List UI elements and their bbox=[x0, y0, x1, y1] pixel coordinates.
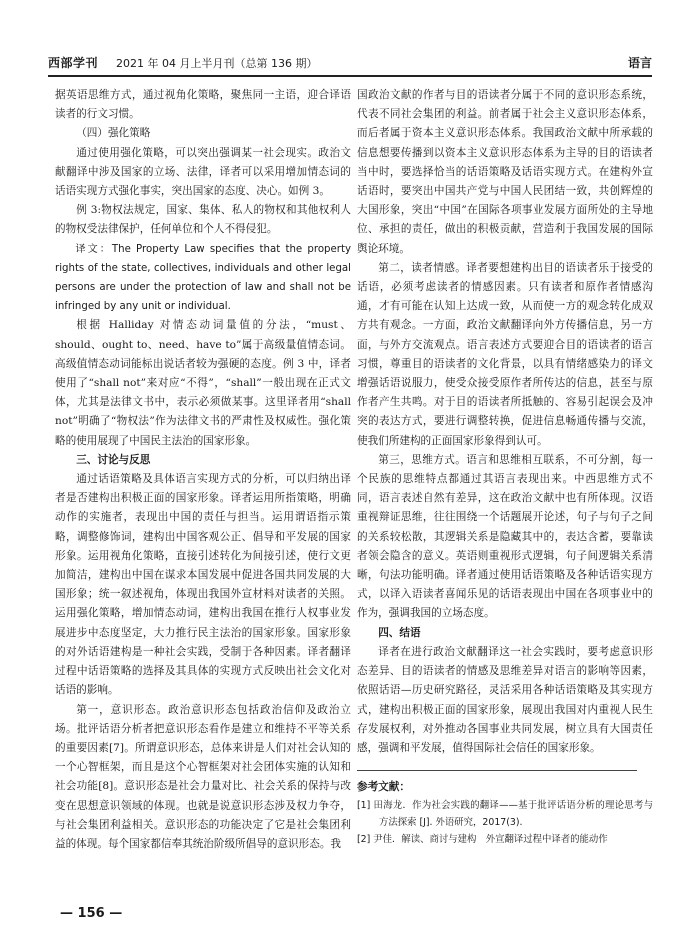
paragraph: 第一，意识形态。政治意识形态包括政治信仰及政治立场。批评话语分析者把意识形态看作是建立和维持不平等关系的重要因素[7]。所谓意识形态，总体来讲是人们对社会认知的一个心智框架，而且是这个心智框架对社会团体实施的认知和社会功能[8]。意识形态是社会力量对比、社会关系的保持与改变在思想意识领域的体现。也就是说意识形态涉及权力争夺，与社会集团利益相关。意识形态的功能决定了它是社会集团利益的体现。每个国家都信奉其统治阶级所倡导的意识形态。我 bbox=[55, 703, 351, 850]
section-heading-conclusion: 四、结语 bbox=[378, 626, 421, 639]
paragraph: 据英语思维方式，通过视角化策略，聚焦同一主语，迎合译语读者的行文习惯。 bbox=[55, 89, 351, 121]
issue-info: 2021 年 04 月上半月刊（总第 136 期） bbox=[116, 57, 318, 70]
section-heading-discussion: 三、讨论与反思 bbox=[76, 453, 151, 466]
left-column bbox=[55, 86, 351, 854]
paragraph: 通过使用强化策略，可以突出强调某一社会现实。政治文献翻译中涉及国家的立场、法律，译者可以采用增加情态词的话语实现方式强化事实，突出国家的态度、决心。如例 3。 bbox=[55, 146, 351, 198]
page-number: — 156 — bbox=[60, 906, 123, 921]
paragraph: 译者在进行政治文献翻译这一社会实践时，要考虑意识形态差异、目的语读者的情感及思维差异对语言的影响等因素，依照话语—历史研究路径，灵活采用各种话语策略及其实现方式，建构出积极正面的国家形象，展现出我国对内重视人民生存发展权利，对外推动各国事业共同发展，树立具有大国责任感，强调和平发展，值得国际社会信任的国家形象。 bbox=[357, 645, 653, 754]
example-3-translation: 译文：The Property Law specifies that the property rights of the state, collectives, individuals and other legal persons are under the protection of law and shall not be infringed by any unit or individual. bbox=[55, 243, 351, 313]
example-3: 例 3:物权法规定，国家、集体、私人的物权和其他权利人的物权受法律保护，任何单位和个人不得侵犯。 bbox=[55, 204, 351, 236]
reference-item: [1] 田海龙．作为社会实践的翻译——基于批评话语分析的理论思考与方法探索 [J]. 外语研究，2017(3). bbox=[357, 800, 653, 829]
paragraph: 第二，读者情感。译者要想建构出目的语读者乐于接受的话语，必须考虑读者的情感因素。只有读者和原作者情感沟通，才有可能在认知上达成一致，从而使一方的观念转化成双方共有观念。一方面，政治文献翻译向外方传播信息，另一方面，与外方交流观点。语言表述方式要迎合目的语读者的语言习惯，尊重目的语读者的文化背景，以具有情绪感染力的译文增强话语说服力，使受众接受原作者所传达的信息，甚至与原作者产生共鸣。对于目的语读者所抵触的、容易引起误会及冲突的表达方式，要进行调整转换，促进信息畅通传播与交流，使我们所建构的正面国家形象得到认可。 bbox=[357, 261, 653, 447]
section-label: 语言 bbox=[627, 56, 652, 70]
page-header bbox=[48, 52, 652, 74]
paragraph: 第三，思维方式。语言和思维相互联系，不可分割，每一个民族的思维特点都通过其语言表现出来。中西思维方式不同，语言表述自然有差异，这在政治文献中也有所体现。汉语重视辩证思维，往往围绕一个话题展开论述，句子与句子之间的关系较松散，其逻辑关系是隐藏其中的，表达含蓄，要靠读者领会隐含的意义。英语则重视形式逻辑，句子间逻辑关系清晰，句法功能明确。译者通过使用话语策略及各种话语实现方式，以译入语读者喜闻乐见的话语表现出中国在各项事业中的作为，强调我国的立场态度。 bbox=[357, 453, 653, 620]
right-column bbox=[357, 86, 653, 848]
subsection-heading-strengthen: （四）强化策略 bbox=[76, 127, 151, 140]
references-rule bbox=[357, 770, 637, 771]
paragraph: 通过话语策略及具体语言实现方式的分析，可以归纳出译者是否建构出积极正面的国家形象。译者运用所指策略，明确动作的实施者，表现出中国的责任与担当。运用谓语指示策略，调整修饰词，建构出中国客观公正、倡导和平发展的国家形象。运用视角化策略，直接引述转化为间接引述，使行文更加简洁，建构出中国在谋求本国发展中促进各国共同发展的大国形象；统一叙述视角，体现出我国外宣材料对读者的关照。运用强化策略，增加情态动词，建构出我国在推行人权事业发展进步中态度坚定，大力推行民主法治的国家形象。国家形象的对外话语建构是一种社会实践，受制于各种因素。译者翻译过程中话语策略的选择及其具体的实现方式反映出社会文化对话语的影响。 bbox=[55, 473, 351, 697]
reference-item: [2] 尹佳．解读、商讨与建构 外宣翻译过程中译者的能动作 bbox=[357, 834, 608, 846]
header-rule bbox=[48, 75, 652, 77]
references-title: 参考文献： bbox=[357, 781, 410, 794]
journal-name: 西部学刊 bbox=[48, 56, 99, 70]
paragraph: 根据 Halliday 对情态动词量值的分法，“must、should、ought to、need、have to”属于高级量值情态词。高级值情态动词能标出说话者较为强硬的态度。例 3 中，译者使用了“shall not”来对应“不得”，“shall”一般出现在正式文体，尤其是法律文书中，表示必须做某事。这里译者用“shall not”明确了“物权法”作为法律文书的严肃性及权威性。强化策略的使用展现了中国民主法治的国家形象。 bbox=[55, 319, 351, 447]
paragraph: 国政治文献的作者与目的语读者分属于不同的意识形态系统，代表不同社会集团的利益。前者属于社会主义意识形态体系，而后者属于资本主义意识形态体系。我国政治文献中所承载的信息想要传播到以资本主义意识形态体系为主导的目的语读者当中时，要选择恰当的话语策略及话语实现方式。在建构外宣话语时，要突出中国共产党与中国人民团结一致，共创辉煌的大国形象，突出“中国”在国际各项事业发展方面所处的主导地位、承担的责任，做出的积极贡献，营造利于我国发展的国际舆论环境。 bbox=[357, 89, 653, 255]
